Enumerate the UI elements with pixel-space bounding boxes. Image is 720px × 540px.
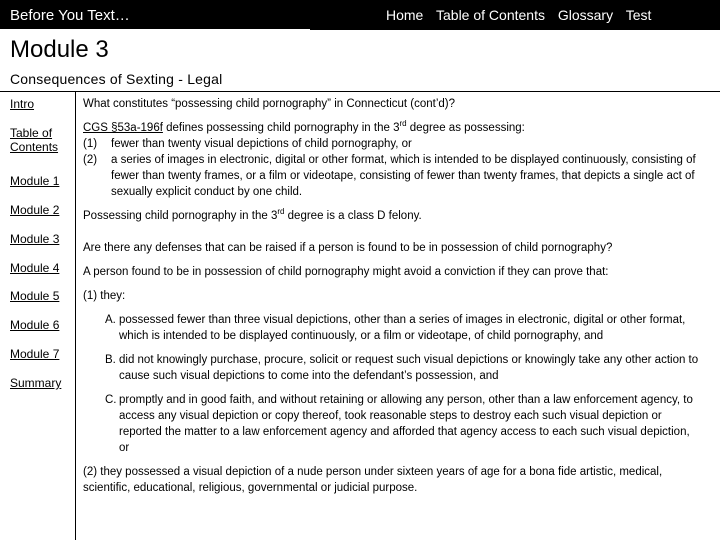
item-1-text: fewer than twenty visual depictions of child pornography, or (111, 138, 412, 150)
nav-home[interactable]: Home (386, 7, 424, 23)
sidebar-item-module-5[interactable]: Module 5 (10, 289, 60, 303)
cgs-text-a: defines possessing child pornography in the 3 (162, 122, 400, 134)
top-bar (0, 0, 720, 30)
sidebar (10, 97, 70, 390)
question-possessing: What constitutes “possessing child pornography” in Connecticut (cont’d)? (83, 98, 456, 110)
sidebar-item-module-7[interactable]: Module 7 (10, 347, 60, 361)
sidebar-item-module-2[interactable]: Module 2 (10, 203, 60, 217)
nav-table-of-contents[interactable]: Table of Contents (436, 7, 545, 23)
brand-underline (0, 29, 310, 30)
cgs-statute-link[interactable]: CGS §53a-196f (83, 122, 163, 134)
sidebar-item-intro[interactable]: Intro (10, 97, 35, 111)
sidebar-item-module-3[interactable]: Module 3 (10, 232, 60, 246)
page-subtitle: Consequences of Sexting - Legal (10, 71, 223, 87)
defense-b (105, 352, 703, 384)
sidebar-divider (75, 92, 76, 540)
item-2-text: a series of images in electronic, digital or other format, which is intended to be displayed continuously, consisting of fewer than twenty frames, or a film or videotape, consisting of fewer than twenty frames, that depicts a single act of sexually explicit conduct by one child. (111, 154, 696, 198)
sidebar-item-table-of-contents[interactable]: Table of Contents (10, 126, 59, 154)
defenses-intro: A person found to be in possession of child pornography might avoid a conviction if they can prove that: (83, 266, 609, 278)
definition-item-1 (83, 136, 703, 152)
question-defenses: Are there any defenses that can be raised if a person is found to be in possession of child pornography? (83, 242, 613, 254)
felony-text-b: degree is a class D felony. (284, 210, 422, 222)
defense-c-letter: C. (105, 394, 117, 406)
page-title: Module 3 (10, 36, 109, 63)
item-2-number: (2) (83, 154, 98, 166)
top-nav (386, 7, 660, 23)
defense-1-they: (1) they: (83, 290, 126, 302)
defense-b-text: did not knowingly purchase, procure, solicit or request such visual depictions or knowingly take any other action to cause such visual depictions to come into the defendant’s possession, and (119, 354, 699, 382)
item-1-number: (1) (83, 138, 98, 150)
defense-a-letter: A. (105, 314, 116, 326)
defense-2: (2) they possessed a visual depiction of a nude person under sixteen years of age for a bona fide artistic, medical, scientific, educational, religious, governmental or judicial purpose. (83, 466, 663, 494)
defense-c-text: promptly and in good faith, and without retaining or allowing any person, other than a law enforcement agency, to access any visual depiction or copy thereof, took reasonable steps to destroy each such visual depiction or reported the matter to a law enforcement agency and afforded that agency access to each such visual depiction, or (119, 394, 693, 454)
cgs-text-b: degree as possessing: (406, 122, 525, 134)
nav-glossary[interactable]: Glossary (557, 7, 614, 23)
sidebar-item-module-6[interactable]: Module 6 (10, 318, 60, 332)
defense-a (105, 312, 703, 344)
sidebar-item-summary[interactable]: Summary (10, 376, 62, 390)
felony-statement (83, 208, 703, 224)
site-brand: Before You Text… (10, 7, 130, 24)
main-content (83, 96, 703, 496)
sidebar-item-module-4[interactable]: Module 4 (10, 261, 60, 275)
cgs-definition (83, 120, 703, 136)
nav-test[interactable]: Test (625, 7, 652, 23)
defense-c (105, 392, 703, 456)
defense-a-text: possessed fewer than three visual depictions, other than a series of images in electronic, digital or other format, which is intended to be displayed continuously, or a film or videotape, of child pornography, and (119, 314, 686, 342)
defense-b-letter: B. (105, 354, 116, 366)
definition-item-2 (83, 152, 703, 200)
sidebar-item-module-1[interactable]: Module 1 (10, 174, 60, 188)
felony-text-a: Possessing child pornography in the 3 (83, 210, 278, 222)
header-divider (0, 91, 720, 92)
felony-sup: rd (277, 207, 285, 217)
cgs-sup: rd (399, 119, 407, 129)
